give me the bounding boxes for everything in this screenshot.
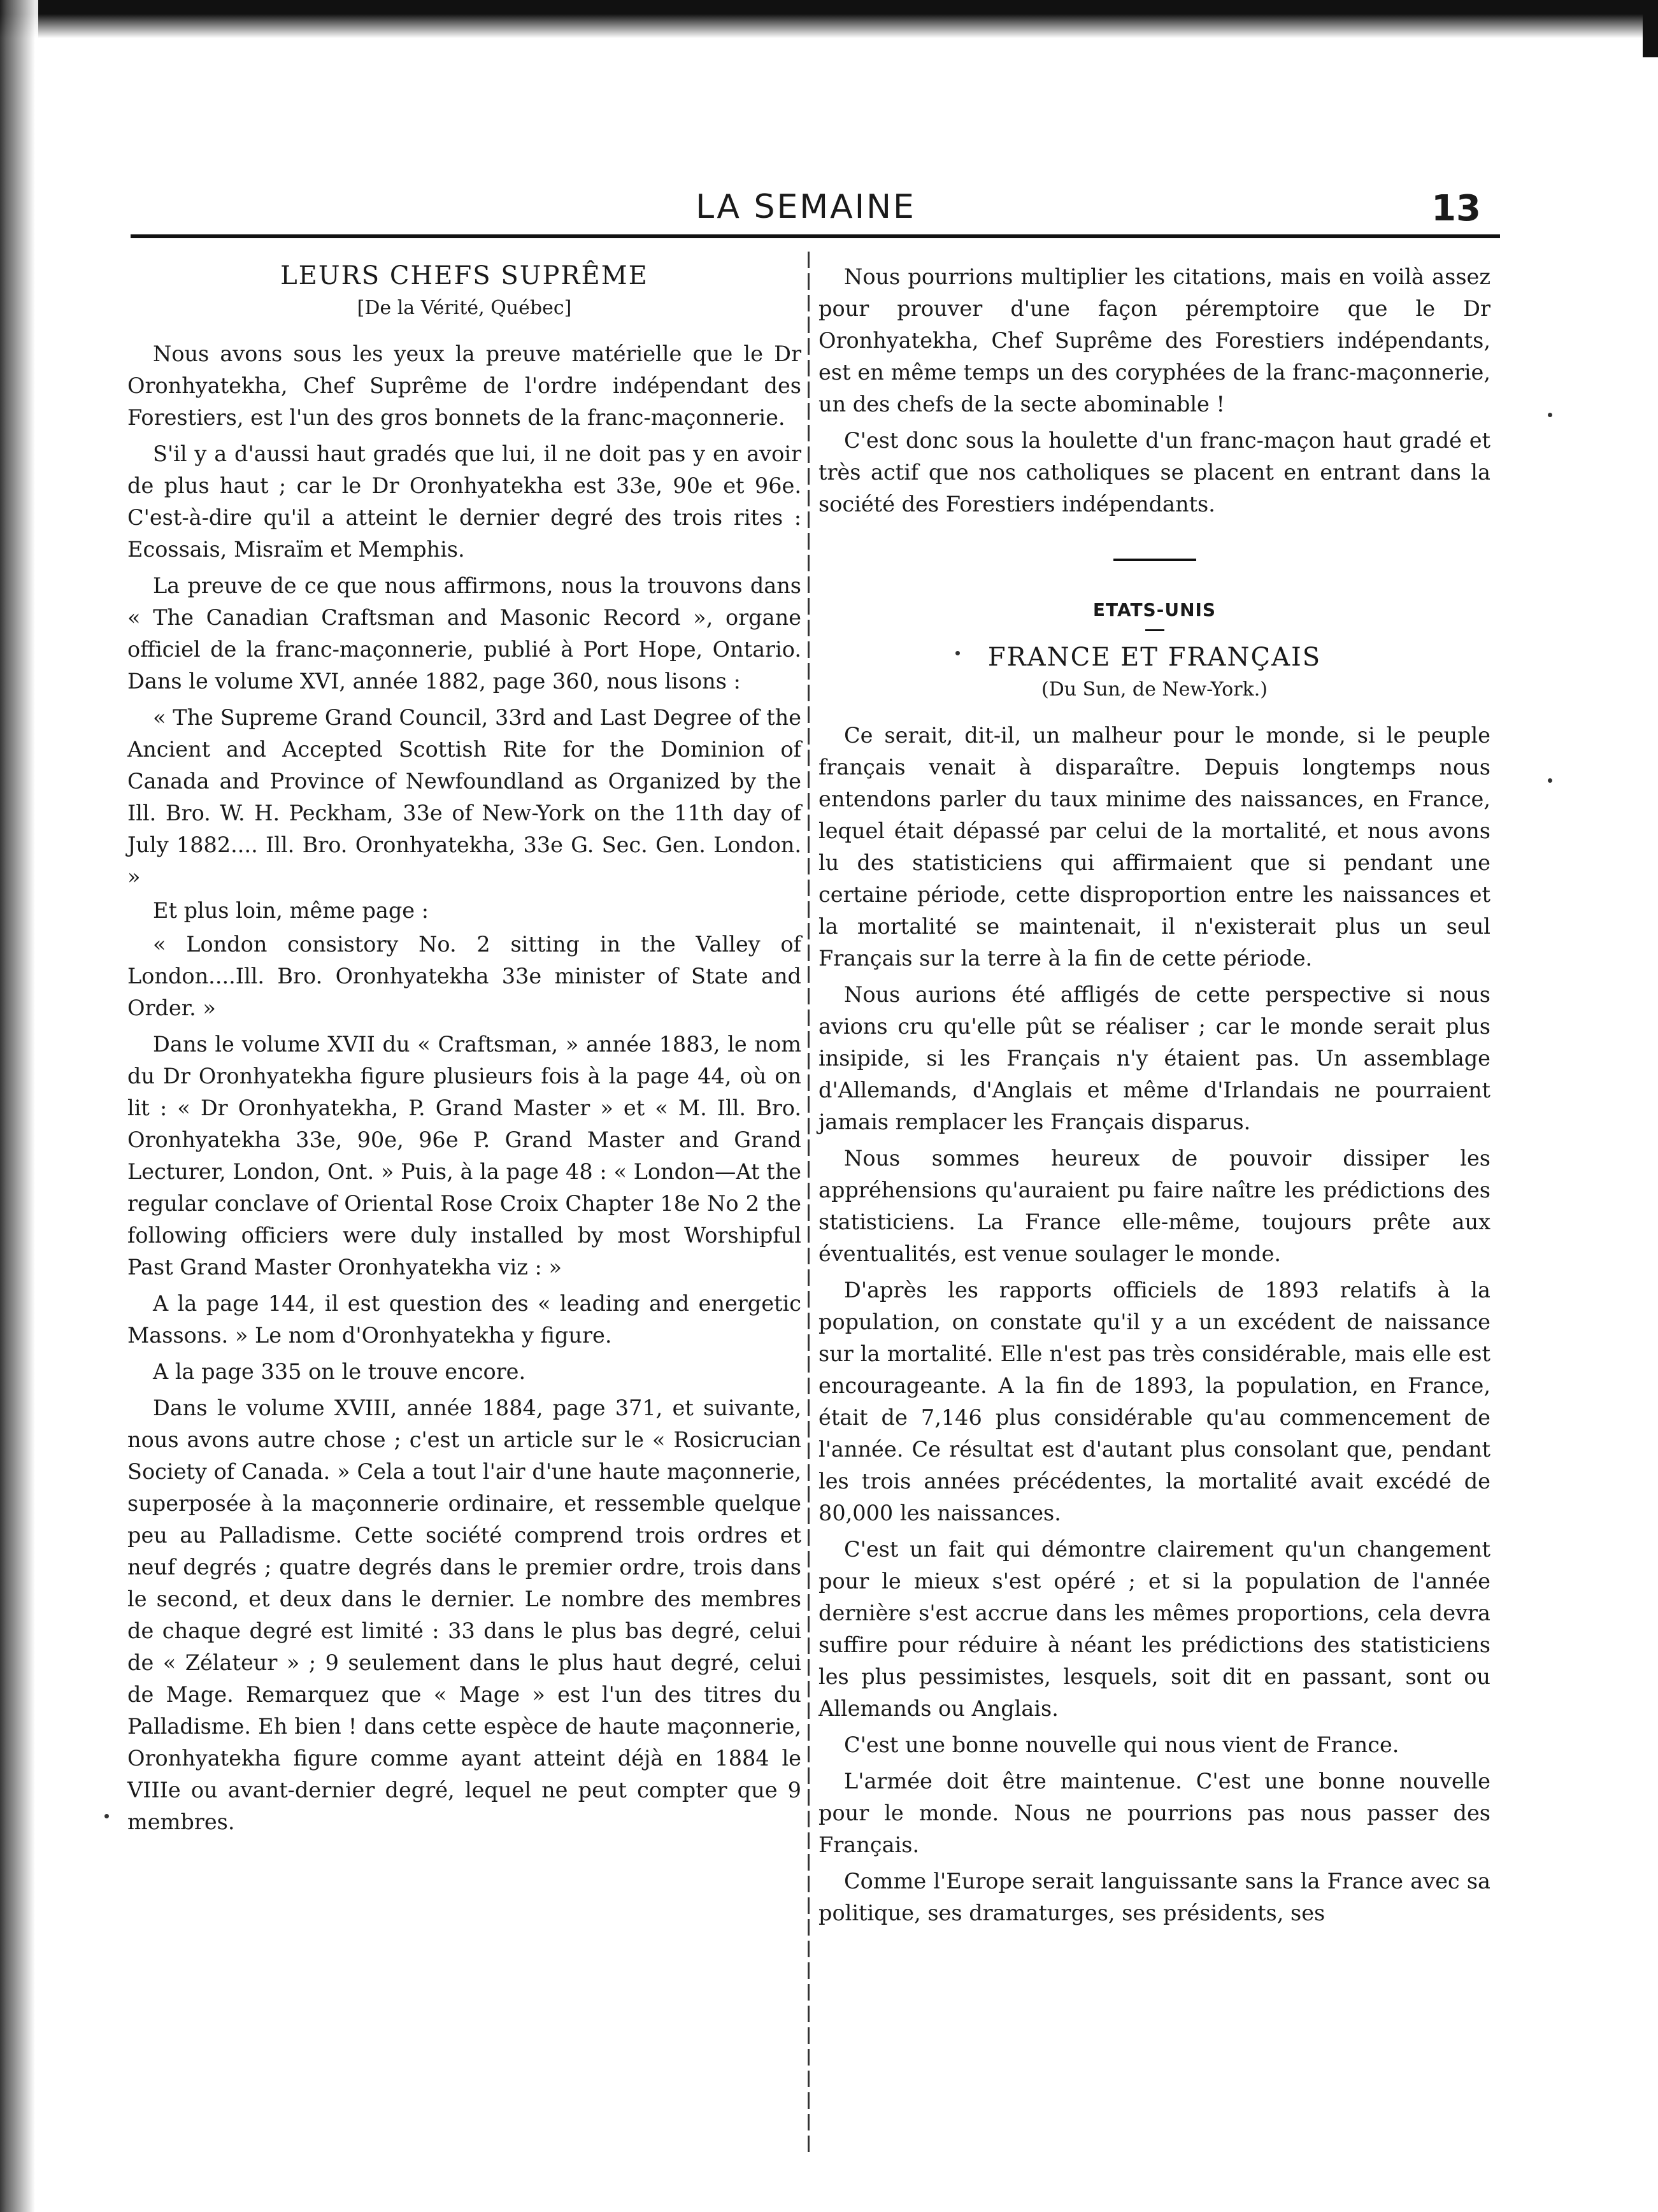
article-source: (Du Sun, de New-York.)	[1041, 678, 1268, 701]
short-rule	[1145, 629, 1164, 631]
quotation: « The Supreme Grand Council, 33rd and Last Degree of the Ancient and Accepted Scottish Rite for the Dominion of Canada and Province of Newfoundland as Organized by the Ill. Bro. W. H. Peckham, 33e of New-York on the 11th day of July 1882.... Ill. Bro. Oronhyatekha, 33e G. Sec. Gen. London. »	[127, 705, 801, 889]
paragraph: Nous aurions été affligés de cette perspective si nous avions cru qu'elle pût se réaliser ; car le monde serait plus insipide, si les Français n'y étaient pas. Un assemblage d'Allemands, d'Anglais et même d'Irlandais ne pourraient jamais remplacer les Français disparus.	[818, 982, 1490, 1134]
article-title: LEURS CHEFS SUPRÊME	[280, 261, 648, 290]
ink-speck	[104, 1814, 109, 1818]
ink-speck	[1548, 413, 1552, 417]
paragraph: Comme l'Europe serait languissante sans la France avec sa politique, ses dramaturges, ses présidents, ses	[818, 1869, 1490, 1925]
paragraph: C'est une bonne nouvelle qui nous vient de France.	[844, 1732, 1399, 1757]
paragraph: C'est un fait qui démontre clairement qu'un changement pour le mieux s'est opéré ; et si la population de l'année dernière s'est accrue dans les mêmes proportions, cela devra suffire pour réduire à néant les prédictions des statisticiens les plus pessimistes, lesquels, soit dit en passant, sont ou Allemands ou Anglais.	[818, 1537, 1490, 1721]
running-title: LA SEMAINE	[696, 188, 916, 226]
ink-speck	[1548, 778, 1552, 783]
paragraph: Ce serait, dit-il, un malheur pour le monde, si le peuple français venait à disparaître. Depuis longtemps nous entendons parler du taux minime des naissances, en France, lequel était dépassé par celui de la mortalité, et nous avons lu des statisticiens qui affirmaient que si pendant une certaine période, cette disproportion entre les naissances et la mortalité se maintenait, il n'existerait plus un seul Français sur la terre à la fin de cette période.	[818, 723, 1490, 971]
paragraph: Nous avons sous les yeux la preuve matérielle que le Dr Oronhyatekha, Chef Suprême de l'ordre indépendant des Forestiers, est l'un des gros bonnets de la franc-maçonnerie.	[127, 341, 801, 430]
page-number: 13	[1431, 188, 1481, 229]
scan-top-edge	[0, 0, 1658, 45]
paragraph: A la page 335 on le trouve encore.	[153, 1359, 526, 1384]
ink-speck	[955, 651, 960, 655]
section-label: ETATS-UNIS	[1092, 599, 1217, 620]
scan-left-edge	[0, 0, 38, 2212]
header-rule	[131, 234, 1500, 238]
paragraph: Nous sommes heureux de pouvoir dissiper les appréhensions qu'auraient pu faire naître les prédictions des statisticiens. La France elle-même, toujours prête aux éventualités, est venue soulager le monde.	[818, 1146, 1490, 1266]
scan-right-edge	[1643, 0, 1658, 57]
paragraph: Dans le volume XVIII, année 1884, page 371, et suivante, nous avons autre chose ; c'est un article sur le « Rosicrucian Society of Canada. » Cela a tout l'air d'une haute maçonnerie, superposée à la maçonnerie ordinaire, et ressemble quelque peu au Palladisme. Cette société comprend trois ordres et neuf degrés ; quatre degrés dans le premier ordre, trois dans le second, et deux dans le dernier. Le nombre des membres de chaque degré est limité : 33 dans le plus bas degré, celui de « Zélateur » ; 9 seulement dans le plus haut degré, celui de Mage. Remarquez que « Mage » est l'un des titres du Palladisme. Eh bien ! dans cette espèce de haute maçonnerie, Oronhyatekha figure comme ayant atteint déjà en 1884 le VIIIe ou avant-dernier degré, lequel ne peut compter que 9 membres.	[127, 1395, 801, 1834]
article-source: [De la Vérité, Québec]	[357, 297, 572, 319]
paragraph: Dans le volume XVII du « Craftsman, » année 1883, le nom du Dr Oronhyatekha figure plusieurs fois à la page 44, où on lit : « Dr Oronhyatekha, P. Grand Master » et « M. Ill. Bro. Oronhyatekha 33e, 90e, 96e P. Grand Master and Grand Lecturer, London, Ont. » Puis, à la page 48 : « London—At the regular conclave of Oriental Rose Croix Chapter 18e No 2 the following officiers were duly installed by most Worshipful Past Grand Master Oronhyatekha viz : »	[127, 1032, 801, 1280]
paragraph: Et plus loin, même page :	[153, 898, 429, 923]
left-column	[127, 261, 801, 1843]
column-rule	[808, 252, 810, 2156]
paragraph: Nous pourrions multiplier les citations, mais en voilà assez pour prouver d'une façon péremptoire que le Dr Oronhyatekha, Chef Suprême des Forestiers indépendants, est en même temps un des coryphées de la franc-maçonnerie, un des chefs de la secte abominable !	[818, 264, 1490, 417]
paragraph: La preuve de ce que nous affirmons, nous la trouvons dans « The Canadian Craftsman and Masonic Record », organe officiel de la franc-maçonnerie, publié à Port Hope, Ontario. Dans le volume XVI, année 1882, page 360, nous lisons :	[127, 573, 801, 694]
section-separator	[1113, 559, 1196, 561]
paragraph: L'armée doit être maintenue. C'est une bonne nouvelle pour le monde. Nous ne pourrions pas nous passer des Français.	[818, 1769, 1490, 1857]
paragraph: A la page 144, il est question des « leading and energetic Massons. » Le nom d'Oronhyatekha y figure.	[127, 1291, 801, 1348]
paragraph: D'après les rapports officiels de 1893 relatifs à la population, on constate qu'il y a un excédent de naissance sur la mortalité. Elle n'est pas très considérable, mais elle est encourageante. A la fin de 1893, la population, en France, était de 7,146 plus considérable qu'au commencement de l'année. Ce résultat est d'autant plus consolant que, pendant les trois années précédentes, la mortalité avait excédé de 80,000 les naissances.	[818, 1278, 1490, 1525]
quotation: « London consistory No. 2 sitting in the Valley of London....Ill. Bro. Oronhyatekha 33e minister of State and Order. »	[127, 932, 801, 1020]
article-title: FRANCE ET FRANÇAIS	[987, 643, 1322, 672]
right-column	[818, 261, 1490, 1934]
running-head	[131, 188, 1481, 232]
paragraph: S'il y a d'aussi haut gradés que lui, il ne doit pas y en avoir de plus haut ; car le Dr Oronhyatekha est 33e, 90e et 96e. C'est-à-dire qu'il a atteint le dernier degré des trois rites : Ecossais, Misraïm et Memphis.	[127, 441, 801, 562]
paragraph: C'est donc sous la houlette d'un franc-maçon haut gradé et très actif que nos catholiques se placent en entrant dans la société des Forestiers indépendants.	[818, 428, 1490, 517]
